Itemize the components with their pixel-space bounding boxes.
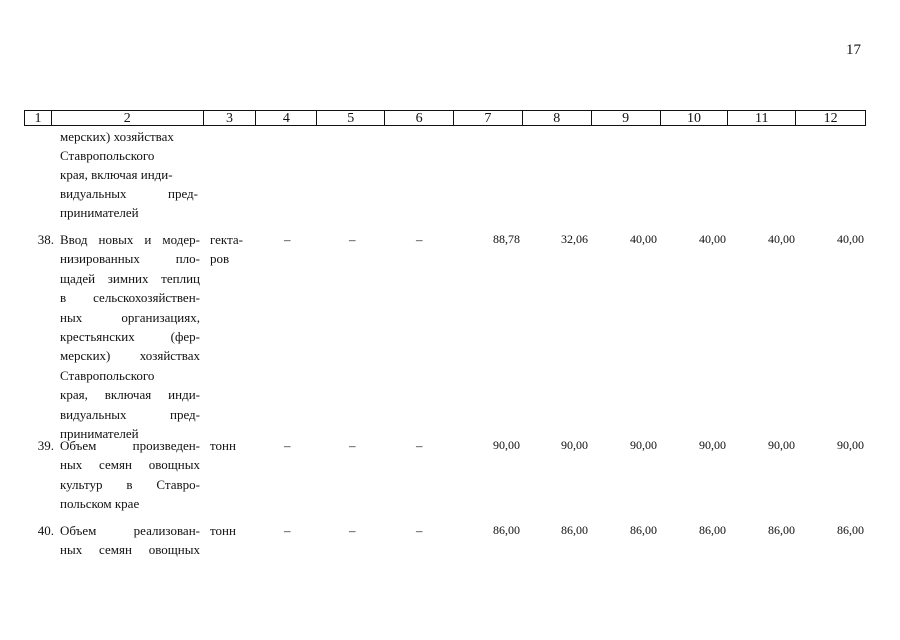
page-number: 17 — [846, 42, 861, 58]
header-col-1: 1 — [25, 111, 52, 125]
text-line: Ввод новых и модер- — [60, 232, 200, 247]
cell-dash: – — [284, 232, 291, 247]
text-line: ров — [210, 251, 230, 267]
header-col-12: 12 — [823, 111, 838, 126]
cell-dash: – — [416, 438, 423, 453]
text-line: мерских) хозяйствах — [60, 348, 200, 364]
header-col-11: 11 — [728, 111, 796, 125]
row-indicator-name — [60, 436, 200, 514]
row-indicator-name — [60, 521, 200, 560]
header-col-4: 4 — [256, 111, 317, 125]
continued-row-text — [60, 127, 198, 222]
cell-dash: – — [349, 523, 356, 538]
header-col-8: 8 — [523, 111, 592, 125]
cell-dash: – — [349, 232, 356, 247]
cell-dash: – — [416, 232, 423, 247]
cell-value: 90,00 — [768, 438, 795, 452]
text-line: Ставропольского — [60, 367, 155, 383]
cell-value: 90,00 — [630, 438, 657, 452]
table-header-row — [24, 110, 866, 126]
header-col-2: 2 — [52, 111, 204, 125]
cell-value: 86,00 — [630, 523, 657, 537]
row-unit — [210, 230, 254, 269]
text-line: принимателей — [60, 426, 139, 442]
header-col-10: 10 — [661, 111, 729, 125]
cell-value: 40,00 — [630, 232, 657, 246]
header-col-7: 7 — [454, 111, 523, 125]
cell-value: 90,00 — [837, 438, 864, 452]
cell-dash: – — [284, 438, 291, 453]
cell-value: 90,00 — [493, 438, 520, 452]
text-line: края, включая инди- — [60, 387, 200, 403]
text-line: ных семян овощных — [60, 542, 200, 558]
row-unit — [210, 521, 254, 540]
cell-value: 40,00 — [699, 232, 726, 246]
text-line: ных семян овощных — [60, 457, 200, 473]
cell-value: 88,78 — [493, 232, 520, 246]
cell-value: 86,00 — [699, 523, 726, 537]
cell-dash: – — [349, 438, 356, 453]
cell-value: 90,00 — [699, 438, 726, 452]
row-indicator-name — [60, 230, 200, 443]
text-line: края, включая инди- — [60, 167, 173, 182]
cell-value: 86,00 — [768, 523, 795, 537]
row-number: 39. — [37, 438, 54, 453]
row-number: 40. — [37, 523, 54, 538]
header-col-5: 5 — [317, 111, 385, 125]
text-line: крестьянских (фер- — [60, 329, 200, 345]
text-line: видуальных пред- — [60, 406, 200, 422]
row-unit — [210, 436, 254, 455]
text-line: щадей зимних теплиц — [60, 270, 200, 286]
text-line: тонн — [210, 438, 236, 453]
row-number: 38. — [37, 232, 54, 247]
header-col-3: 3 — [204, 111, 257, 125]
cell-value: 32,06 — [561, 232, 588, 246]
cell-value: 86,00 — [837, 523, 864, 537]
text-line: Объем реализован- — [60, 523, 200, 538]
text-line: польском крае — [60, 496, 140, 512]
cell-value: 86,00 — [561, 523, 588, 537]
text-line: Объем произведен- — [60, 438, 200, 453]
text-line: Ставропольского — [60, 148, 155, 163]
header-col-9: 9 — [592, 111, 661, 125]
cell-dash: – — [416, 523, 423, 538]
cell-value: 86,00 — [493, 523, 520, 537]
header-col-6: 6 — [385, 111, 454, 125]
text-line: низированных пло- — [60, 251, 200, 267]
cell-value: 40,00 — [768, 232, 795, 246]
text-line: ных организациях, — [60, 309, 200, 325]
text-line: принимателей — [60, 205, 139, 220]
text-line: тонн — [210, 523, 236, 538]
cell-value: 90,00 — [561, 438, 588, 452]
text-line: видуальных пред- — [60, 186, 198, 201]
cell-dash: – — [284, 523, 291, 538]
cell-value: 40,00 — [837, 232, 864, 246]
text-line: мерских) хозяйствах — [60, 129, 174, 144]
text-line: гекта- — [210, 232, 244, 247]
text-line: культур в Ставро- — [60, 476, 200, 492]
text-line: в сельскохозяйствен- — [60, 290, 200, 306]
